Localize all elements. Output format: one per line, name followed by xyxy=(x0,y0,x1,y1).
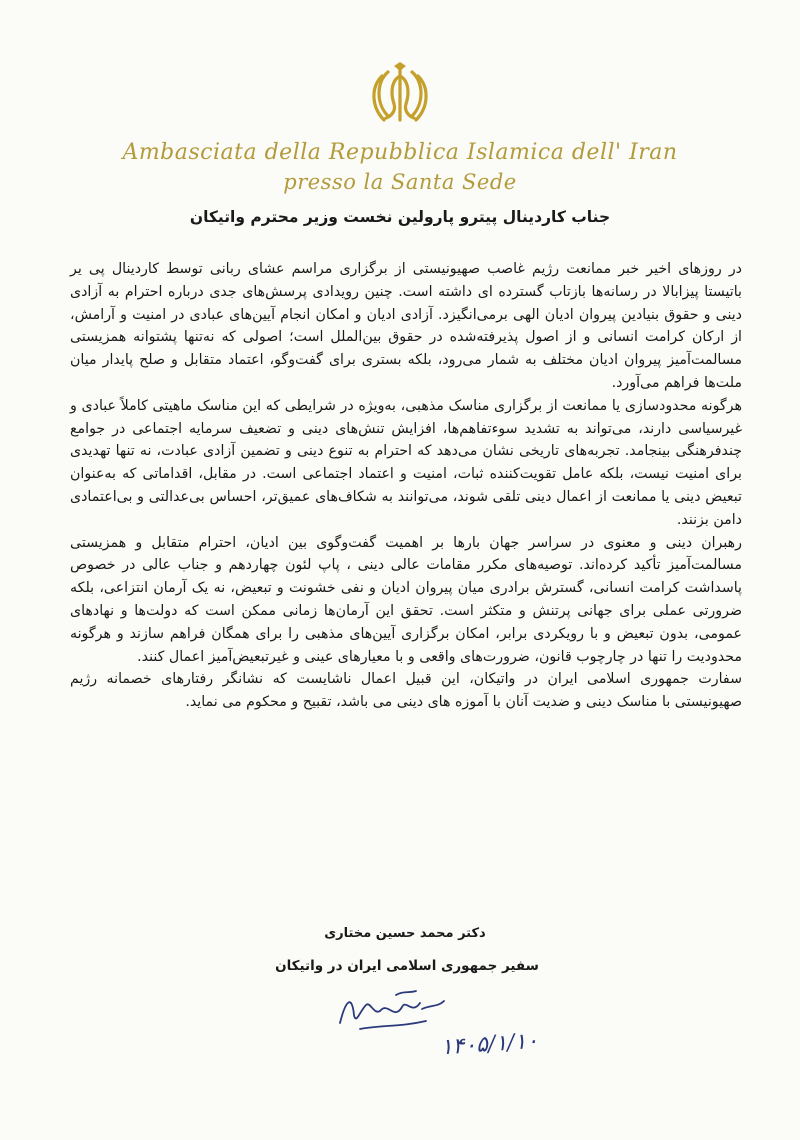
letter-body xyxy=(70,258,742,714)
body-paragraph: هرگونه محدودسازی یا ممانعت از برگزاری مناسک مذهبی، به‌ویژه در شرایطی که این مناسک ماهیتی کاملاً عبادی و غیرسیاسی دارند، می‌تواند به تشدید سوءتفاهم‌ها، افزایش تنش‌های دینی و تضعیف سرمایه اجتماعی در جوامع چندفرهنگی بینجامد. تجربه‌های تاریخی نشان می‌دهد که احترام به تنوع دینی و تضمین آزادی عبادت، نه تنها تهدیدی برای امنیت نیست، بلکه عامل تقویت‌کننده ثبات، امنیت و اعتماد اجتماعی است. در مقابل، اقداماتی که به‌عنوان تبعیض دینی یا ممانعت از اعمال دینی تلقی شوند، می‌توانند به شکاف‌های عمیق‌تر، احساس بی‌عدالتی و بی‌اعتمادی دامن بزنند. xyxy=(70,397,742,528)
embassy-name: Ambasciata della Repubblica Islamica dell' Iran xyxy=(122,140,678,165)
signatory-name: دکتر محمد حسین مختاری xyxy=(324,926,486,941)
handwritten-date: ۱۴۰۵/۱/۱۰ xyxy=(439,1028,539,1061)
letter-addressee: جناب کاردینال پیترو پارولین نخست وزیر محترم واتیکان xyxy=(189,208,611,226)
handwritten-signature-icon xyxy=(330,985,450,1033)
iran-emblem-icon xyxy=(368,62,432,126)
body-paragraph: سفارت جمهوری اسلامی ایران در واتیکان، این قبیل اعمال ناشایست که نشانگر رفتارهای خصمانه رژیم صهیونیستی با مناسک دینی و ضدیت آنان با آموزه های دینی می باشد، تقبیح و محکوم می نماید. xyxy=(70,671,742,711)
body-paragraph: رهبران دینی و معنوی در سراسر جهان بارها بر اهمیت گفت‌وگوی بین ادیان، احترام متقابل و همزیستی مسالمت‌آمیز تأکید کرده‌اند. توصیه‌های مکرر مقامات عالی دینی ، پاپ لئون چهاردهم و جناب عالی در خصوص پاسداشت کرامت انسانی، گسترش برادری میان پیروان ادیان و نفی خشونت و تبعیض، نه یک آرمان انتزاعی، بلکه ضرورتی عملی برای جهانی پرتنش و متکثر است. تحقق این آرمان‌ها زمانی ممکن است که دولت‌ها و نهادهای عمومی، بدون تبعیض و با رویکردی برابر، امکان برگزاری آیین‌های مذهبی را برای همگان فراهم سازند و هرگونه محدودیت را تنها در چارچوب قانون، ضرورت‌های واقعی و با معیارهای عینی و غیرتبعیض‌آمیز اعمال کنند. xyxy=(70,534,742,665)
signatory-title: سفیر جمهوری اسلامی ایران در واتیکان xyxy=(275,958,539,974)
body-paragraph: در روزهای اخیر خبر ممانعت رژیم غاصب صهیونیستی از برگزاری مراسم عشای ربانی توسط کاردینال پی یر باتیستا پیزابالا در رسانه‌ها بازتاب گسترده ای داشته است. چنین رویدادی پرسش‌های جدی درباره احترام به آزادی دینی و حقوق بنیادین پیروان ادیان الهی برمی‌انگیزد. آزادی ادیان و امکان انجام آیین‌های عبادی در امنیت و آرامش، از ارکان کرامت انسانی و از اصول پذیرفته‌شده در حقوق بین‌الملل است؛ اصولی که نه‌تنها پشتوانه همزیستی مسالمت‌آمیز پیروان ادیان مختلف به شمار می‌رود، بلکه بستری برای گفت‌وگو، اعتماد متقابل و صلح پایدار میان ملت‌ها فراهم می‌آورد. xyxy=(70,261,742,391)
embassy-location: presso la Santa Sede xyxy=(283,170,517,194)
